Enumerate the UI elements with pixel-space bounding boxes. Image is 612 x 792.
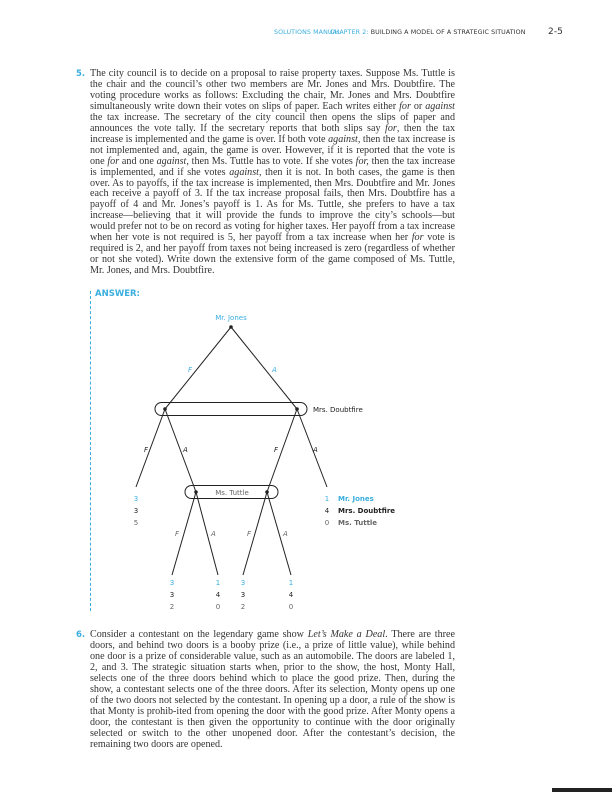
action-label: A	[272, 366, 277, 374]
action-label: F	[188, 366, 193, 374]
branch-d2-a	[297, 409, 327, 487]
payoff-jones: 3	[169, 579, 175, 587]
action-label: F	[274, 446, 279, 454]
branch-d1-a	[165, 409, 196, 492]
italic-text-segment: for	[107, 155, 120, 167]
payoff-jones: 1	[324, 495, 330, 503]
payoff-tuttle: 0	[324, 519, 330, 527]
branch-d1-f	[136, 409, 165, 487]
payoff-jones: 1	[215, 579, 221, 587]
text-segment: The city council is to decide on a proposal to raise property taxes. Suppose Ms. Tuttle is the chair and the council’s other two members are Mr. Jones and Mrs. Doubtfire. The voting procedure works as follows: Excluding the chair, Mr. Jones and Mrs. Doubtfire simultaneously write down their votes on slips of paper. Each writes either	[90, 68, 455, 112]
header-chapter-prefix: CHAPTER 2:	[330, 29, 369, 36]
text-segment: vote is required is 2, and her payoff from taxes not being increased is zero (regardless of whether or not she voted). Write down the extensive form of the game composed of Ms. Tuttle, Mr. Jones, and Mrs. Doubtfire.	[90, 232, 455, 277]
payoff-tuttle: 2	[240, 603, 246, 611]
action-label: A	[211, 530, 216, 538]
info-set-doubtfire	[155, 403, 307, 416]
action-label: A	[283, 530, 288, 538]
italic-text-segment: against,	[229, 166, 262, 178]
header-chapter-title: BUILDING A MODEL OF A STRATEGIC SITUATION	[370, 29, 526, 36]
payoff-tuttle: 0	[288, 603, 294, 611]
text-segment: , then Ms. Tuttle has to vote. If she votes	[186, 155, 356, 167]
italic-text-segment: against	[425, 100, 455, 112]
payoff-jones: 3	[133, 495, 139, 503]
text-segment: . There are three doors, and behind two doors is a booby prize (i.e., a prize of little value), while behind one door is a prize of considerable value, such as an automobile. The doors are labeled 1, 2, and 3. The strategic situation starts when, prior to the show, the host, Monty Hall, selects one of the three doors behind which to place the good prize. Then, during the show, a contestant selects one of the three doors. After its selection, Monty opens up one of the two doors not selected by the contestant. In opening up a door, a rule of the show is that Monty is prohib-ited from opening the door with the good prize. After Monty opens a door, the contestant is then given the opportunity to continue with the door originally selected or switch to the other unopened door. After the contestant’s decision, the remaining two doors are opened.	[90, 629, 455, 750]
text-segment: or	[410, 100, 426, 112]
payoff-tuttle: 2	[169, 603, 175, 611]
italic-text-segment: for	[399, 100, 411, 112]
payoff-doubtfire: 4	[324, 507, 330, 515]
branch-d2-f	[267, 409, 297, 492]
node-doubtfire-1	[163, 407, 167, 411]
payoff-legend-jones: Mr. Jones	[338, 495, 374, 503]
node-doubtfire-2	[295, 407, 299, 411]
action-label: A	[183, 446, 188, 454]
payoff-jones: 3	[240, 579, 246, 587]
text-segment: then the tax increase is implemented, and if she votes	[90, 155, 456, 178]
question-6	[76, 630, 455, 750]
action-label: F	[247, 530, 252, 538]
question-number: 5.	[76, 69, 86, 79]
branch-jones-f	[165, 327, 231, 409]
text-segment: then it is not. In both cases, the game is then over. As to payoffs, if the tax increase is implemented, then Mrs. Doubtfire and Mr. Jones each receive a payoff of 3. If the tax increase proposal fails, then Mrs. Doubtfire has a payoff of 4 and Mr. Jones’s payoff is 1. As for Ms. Tuttle, she prefers to have a tax increase—believing that it will provide the funds to improve the city’s schools—but would prefer not to be on record as voting for higher taxes. Her payoff from a tax increase when her vote is not required is 5, her payoff from a tax increase when her	[90, 166, 455, 244]
text-segment: and one	[119, 155, 157, 167]
header-manual: SOLUTIONS MANUAL	[274, 29, 341, 36]
payoff-legend-doubtfire: Mrs. Doubtfire	[338, 507, 396, 515]
italic-text-segment: for	[385, 122, 397, 134]
player-label-tuttle: Ms. Tuttle	[215, 489, 249, 497]
question-number: 6.	[76, 630, 86, 640]
branch-jones-a	[231, 327, 297, 409]
payoff-doubtfire: 3	[169, 591, 175, 599]
text-segment: then the tax increase is not implemented and, again, the game is over. However, if it is reported that the vote is one	[90, 133, 455, 167]
italic-text-segment: for,	[355, 155, 369, 167]
text-segment: , then the tax increase is implemented and the game is over. If both vote	[90, 122, 455, 145]
italic-text-segment: against	[156, 155, 187, 167]
italic-text-segment: for	[411, 232, 424, 244]
question-text	[90, 630, 455, 750]
page-tab-marker	[552, 788, 612, 792]
player-label-doubtfire: Mrs. Doubtfire	[313, 406, 363, 414]
action-label: A	[313, 446, 318, 454]
payoff-doubtfire: 3	[240, 591, 246, 599]
italic-text-segment: against,	[328, 133, 361, 145]
action-label: F	[175, 530, 180, 538]
payoff-doubtfire: 4	[288, 591, 294, 599]
payoff-tuttle: 0	[215, 603, 221, 611]
text-segment: the tax increase. The secretary of the city council then opens the slips of paper and announces the vote tally. If the secretary reports that both slips say	[90, 111, 455, 134]
action-label: F	[144, 446, 149, 454]
payoff-tuttle: 5	[133, 519, 139, 527]
text-segment: Consider a contestant on the legendary game show	[90, 629, 308, 640]
payoff-doubtfire: 4	[215, 591, 221, 599]
node-jones	[229, 325, 233, 329]
payoff-jones: 1	[288, 579, 294, 587]
page-number: 2-5	[548, 27, 563, 37]
player-label-jones: Mr. Jones	[215, 314, 247, 322]
payoff-legend-tuttle: Ms. Tuttle	[338, 519, 378, 527]
italic-text-segment: Let’s Make a Deal	[307, 629, 386, 640]
node-tuttle-2	[265, 490, 269, 494]
payoff-doubtfire: 3	[133, 507, 139, 515]
answer-label: ANSWER:	[95, 289, 140, 299]
node-tuttle-1	[194, 490, 198, 494]
